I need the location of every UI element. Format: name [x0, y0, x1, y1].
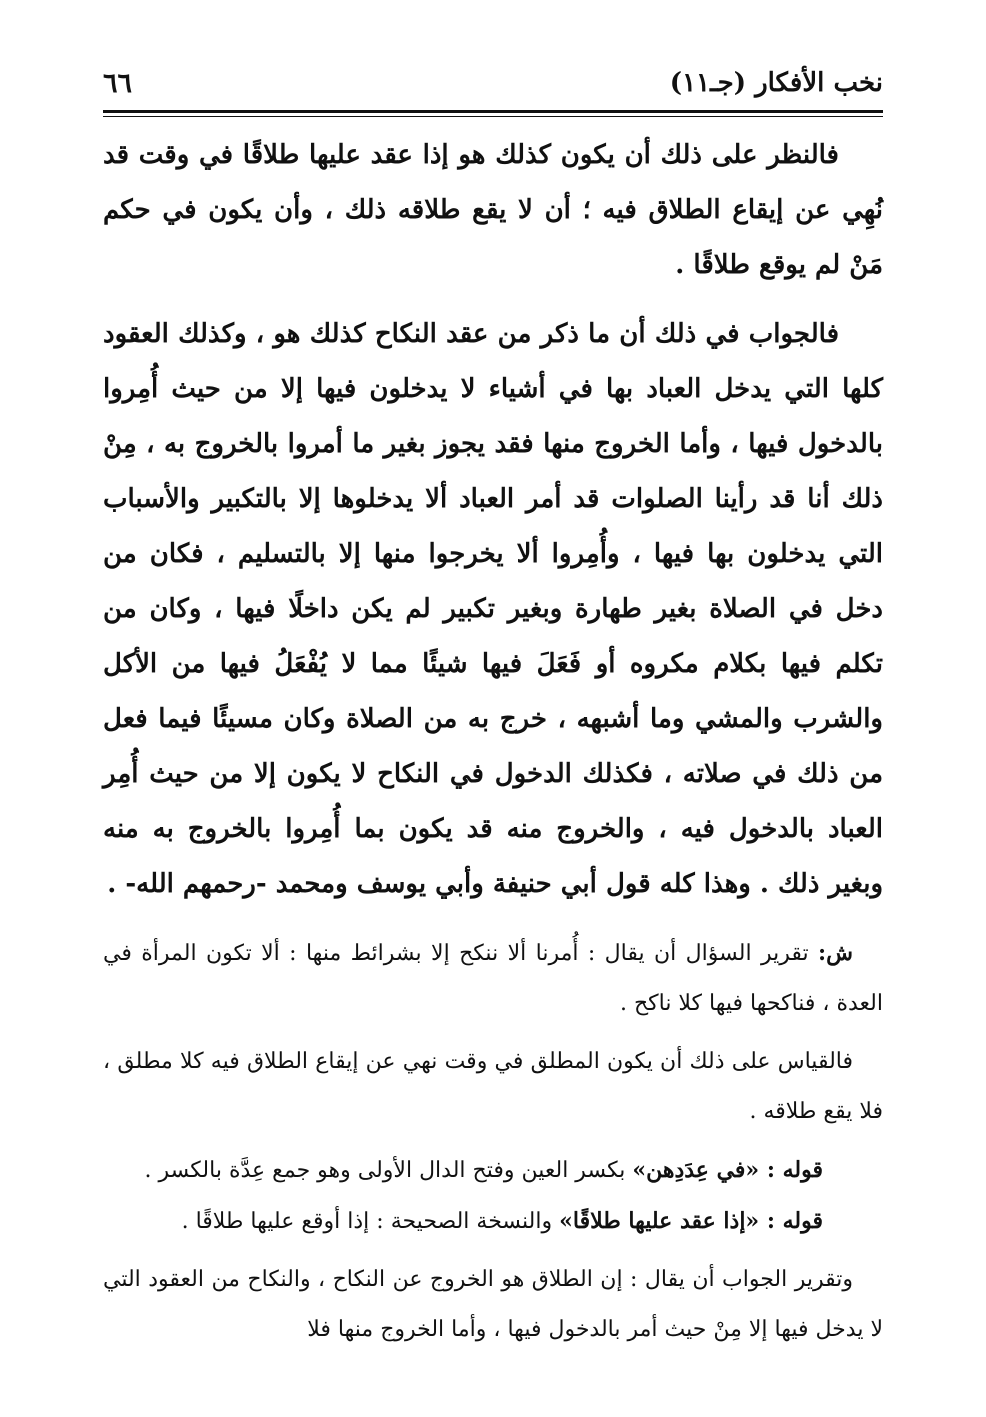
commentary-note-1	[103, 1145, 883, 1196]
sh-label: ش:	[818, 940, 853, 966]
sh-text: تقرير السؤال أن يقال : أُمرنا ألا ننكح إلا بشرائط منها : ألا تكون المرأة في العدة ، فناكحها فيها كلا ناكح .	[103, 941, 883, 1016]
commentary-note-2	[103, 1196, 883, 1247]
note-1-label: قوله : «في عِدَدِهن»	[632, 1157, 823, 1183]
commentary-qiyas: فالقياس على ذلك أن يكون المطلق في وقت نهي عن إيقاع الطلاق فيه كلا مطلق ، فلا يقع طلاقه .	[103, 1049, 883, 1124]
header-rule	[103, 110, 883, 117]
running-title: نخب الأفكار (جـ١١)	[669, 68, 883, 98]
main-paragraph-2: فالجواب في ذلك أن ما ذكر من عقد النكاح كذلك هو ، وكذلك العقود كلها التي يدخل العباد بها في أشياء لا يدخلون فيها إلا من حيث أُمِروا بالدخول فيها ، وأما الخروج منها فقد يجوز بغير ما أمروا بالخروج به ، مِنْ ذلك أنا قد رأينا الصلوات قد أمر العباد ألا يدخلوها إلا بالتكبير والأسباب التي يدخلون بها فيها ، وأُمِروا ألا يخرجوا منها إلا بالتسليم ، فكان من دخل في الصلاة بغير طهارة وبغير تكبير لم يكن داخلًا فيها ، وكان من تكلم فيها بكلام مكروه أو فَعَلَ فيها شيئًا مما لا يُفْعَلُ فيها من الأكل والشرب والمشي وما أشبهه ، خرج به من الصلاة وكان مسيئًا فيما فعل من ذلك في صلاته ، فكذلك الدخول في النكاح لا يكون إلا من حيث أُمِر العباد بالدخول فيه ، والخروج منه قد يكون بما أُمِروا بالخروج به منه وبغير ذلك . وهذا كله قول أبي حنيفة وأبي يوسف ومحمد -رحمهم الله- .	[103, 319, 883, 899]
commentary-sh	[103, 928, 883, 1029]
note-2-text: والنسخة الصحيحة : إذا أوقع عليها طلاقًا .	[181, 1209, 553, 1234]
main-paragraph-1: فالنظر على ذلك أن يكون كذلك هو إذا عقد عليها طلاقًا في وقت قد نُهِي عن إيقاع الطلاق فيه ؛ أن لا يقع طلاقه ذلك ، وأن يكون في حكم مَنْ لم يوقع طلاقًا .	[103, 140, 883, 280]
page-header	[103, 60, 883, 106]
page-body	[103, 128, 883, 1355]
note-2-label: قوله : «إذا عقد عليها طلاقًا»	[559, 1208, 823, 1234]
note-1-text: بكسر العين وفتح الدال الأولى وهو جمع عِدَّة بالكسر .	[144, 1158, 626, 1183]
page-number: ٦٦	[103, 67, 133, 99]
commentary-answer: وتقرير الجواب أن يقال : إن الطلاق هو الخروج عن النكاح ، والنكاح من العقود التي لا يدخل فيها إلا مِنْ حيث أمر بالدخول فيها ، وأما الخروج منها فلا	[103, 1267, 883, 1342]
